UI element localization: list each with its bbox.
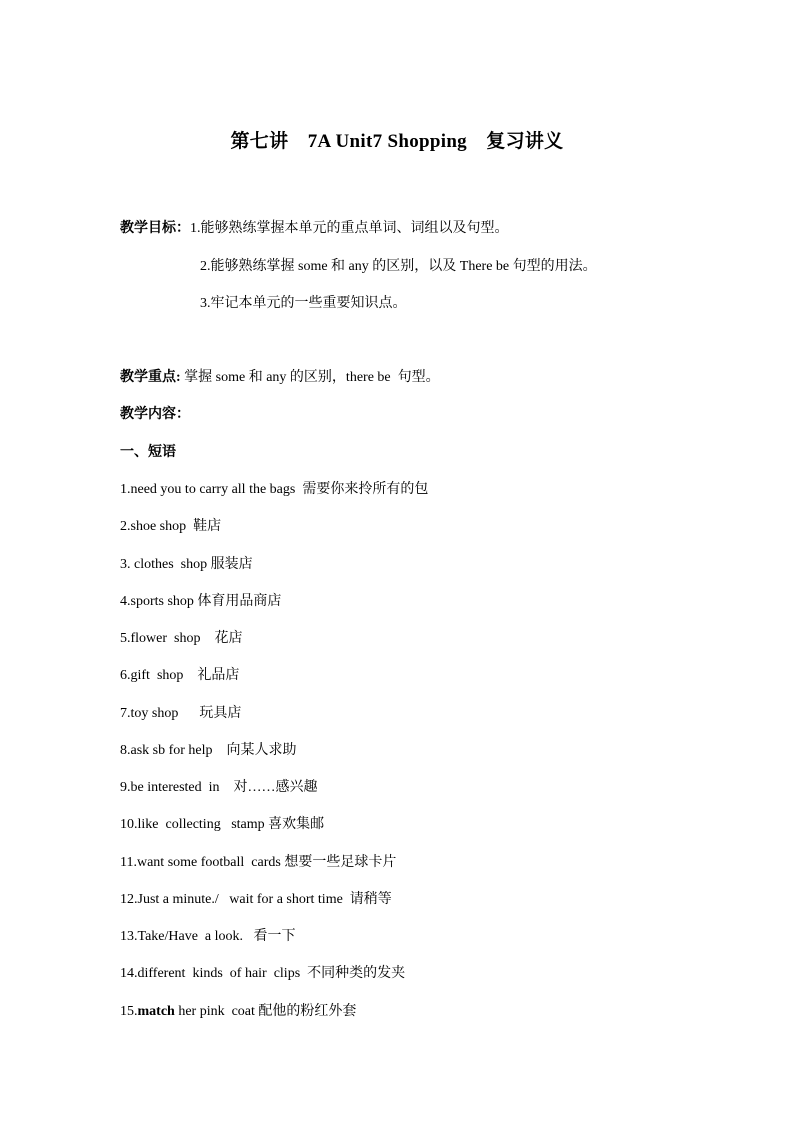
phrase-item: 10.like collecting stamp 喜欢集邮 bbox=[120, 817, 325, 832]
objectives-row bbox=[120, 219, 509, 239]
section-heading: 一、短语 bbox=[120, 445, 176, 460]
phrase-item: 13.Take/Have a look. 看一下 bbox=[120, 929, 296, 944]
page-title: 第七讲 7A Unit7 Shopping 复习讲义 bbox=[230, 131, 564, 152]
phrase-item: 14.different kinds of hair clips 不同种类的发夹 bbox=[120, 966, 406, 981]
phrase-bold-word: match bbox=[137, 1004, 175, 1019]
objectives-label: 教学目标： bbox=[120, 221, 190, 236]
key-points-label: 教学重点: bbox=[120, 370, 181, 385]
phrase-item: 7.toy shop 玩具店 bbox=[120, 706, 242, 721]
phrase-item: 12.Just a minute./ wait for a short time 请稍等 bbox=[120, 892, 392, 907]
phrase-item bbox=[120, 1002, 356, 1022]
phrase-item: 8.ask sb for help 向某人求助 bbox=[120, 743, 297, 758]
phrase-number: 15. bbox=[120, 1004, 138, 1019]
phrase-item: 1.need you to carry all the bags 需要你来拎所有的包 bbox=[120, 482, 429, 497]
objective-item-3: 3.牢记本单元的一些重要知识点。 bbox=[200, 296, 407, 311]
key-points-row bbox=[120, 368, 440, 388]
objective-item-1: 1.能够熟练掌握本单元的重点单词、词组以及句型。 bbox=[190, 221, 509, 236]
phrase-item: 4.sports shop 体育用品商店 bbox=[120, 594, 282, 609]
objective-item-2: 2.能够熟练掌握 some 和 any 的区别，以及 There be 句型的用法。 bbox=[200, 259, 597, 274]
content-label: 教学内容： bbox=[120, 407, 190, 422]
phrase-item: 5.flower shop 花店 bbox=[120, 631, 243, 646]
phrase-rest: her pink coat 配他的粉红外套 bbox=[174, 1004, 357, 1019]
phrase-item: 2.shoe shop 鞋店 bbox=[120, 519, 222, 534]
key-points-text: 掌握 some 和 any 的区别，there be 句型。 bbox=[180, 370, 440, 385]
phrase-item: 11.want some football cards 想要一些足球卡片 bbox=[120, 855, 397, 870]
phrase-item: 6.gift shop 礼品店 bbox=[120, 668, 240, 683]
phrase-item: 3. clothes shop 服装店 bbox=[120, 557, 253, 572]
phrase-item: 9.be interested in 对……感兴趣 bbox=[120, 780, 318, 795]
